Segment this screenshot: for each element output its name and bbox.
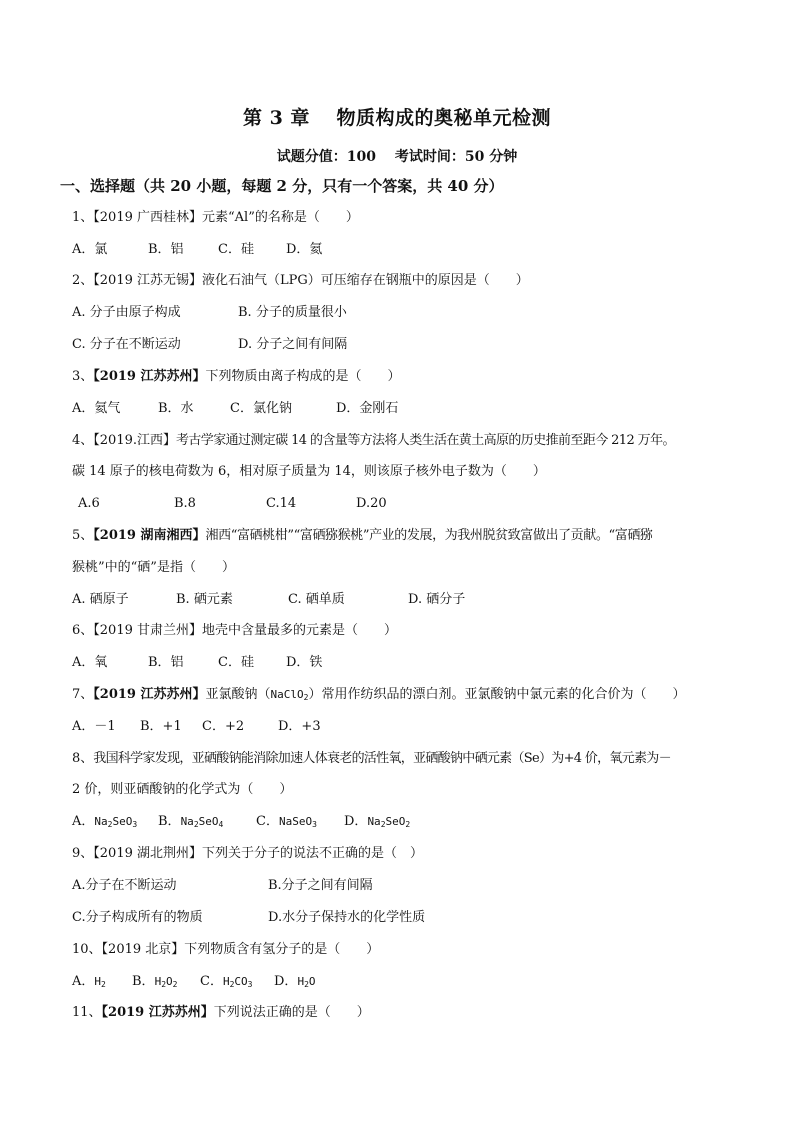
option: D. 硒分子 — [408, 592, 466, 607]
question-source: 【2019 湖南湘西】 — [93, 528, 206, 543]
page-title: 第 3 章 物质构成的奥秘单元检测 — [242, 107, 552, 129]
chemical-formula: $H_2CO_3$ — [222, 975, 253, 989]
question-number: 2、 — [72, 273, 94, 288]
question-stem — [72, 686, 685, 707]
option: D．氦 — [286, 242, 323, 257]
option: C.分子构成所有的物质 — [72, 910, 203, 925]
option: B．铝 — [148, 242, 184, 257]
option: B．$H_2O_2$ — [132, 974, 178, 989]
question-source: 【2019 江苏苏州】 — [93, 369, 206, 384]
option: A．氧 — [72, 655, 108, 670]
question-number: 6、 — [72, 623, 94, 638]
option: C.14 — [266, 496, 297, 511]
question-text: 液化石油气（LPG）可压缩存在钢瓶中的原因是（ ） — [202, 273, 529, 288]
option: C. 硒单质 — [288, 592, 345, 607]
option: C．$H_2CO_3$ — [200, 974, 253, 989]
question-number: 11、 — [72, 1005, 102, 1020]
question-text: 下列说法正确的是（ ） — [213, 1005, 370, 1020]
question-text: 下列关于分子的说法不正确的是（ ） — [202, 846, 424, 861]
option: B.分子之间有间隔 — [268, 878, 373, 893]
section-heading: 一、选择题（共 20 小题，每题 2 分，只有一个答案，共 40 分） — [60, 177, 504, 195]
option: D．铁 — [286, 655, 323, 670]
option: A.6 — [78, 496, 100, 511]
question-number: 9、 — [72, 846, 94, 861]
question-stem — [72, 750, 671, 768]
option: D．金刚石 — [336, 401, 399, 416]
chemical-formula: $Na_2SeO_4$ — [180, 815, 224, 829]
chemical-formula: NaSeO$_3$ — [278, 815, 317, 829]
option: B. 分子的质量很小 — [238, 305, 347, 320]
option: C．+2 — [202, 719, 245, 734]
option: B. 硒元素 — [176, 592, 233, 607]
chemical-formula: $Na_2SeO_2$ — [367, 815, 411, 829]
question-number: 1、 — [72, 210, 94, 225]
option: B.8 — [174, 496, 196, 511]
chemical-formula: NaClO$_2$ — [270, 688, 309, 702]
question-stem — [72, 622, 397, 640]
question-stem — [72, 527, 653, 545]
option: A．氦气 — [72, 401, 121, 416]
question-number: 3、 — [72, 369, 94, 384]
question-text: 下列物质含有氢分子的是（ ） — [184, 942, 380, 957]
option: D．+3 — [278, 719, 321, 734]
question-stem — [72, 368, 401, 386]
question-text: 我国科学家发现，亚硒酸钠能消除加速人体衰老的活性氧，亚硒酸钠中硒元素（Se）为+4 价，氧元素为－ — [93, 751, 671, 766]
question-text-continued: 猴桃”中的“硒”是指（ ） — [72, 560, 235, 575]
option: A．$Na_2SeO_3$ — [72, 814, 138, 829]
question-source: 【2019.江西】 — [93, 433, 176, 448]
question-stem — [72, 845, 423, 863]
question-source: 【2019 江苏无锡】 — [93, 273, 202, 288]
option: A. 硒原子 — [72, 592, 129, 607]
question-text: 地壳中含量最多的元素是（ ） — [202, 623, 398, 638]
chemical-formula: $Na_2SeO_3$ — [94, 815, 138, 829]
question-text: ）常用作纺织品的漂白剂。亚氯酸钠中氯元素的化合价为（ ） — [308, 687, 686, 702]
question-source: 【2019 广西桂林】 — [93, 210, 202, 225]
chemical-formula: $H_2O$ — [297, 975, 316, 989]
option: C．硅 — [218, 242, 254, 257]
question-source: 【2019 甘肃兰州】 — [93, 623, 202, 638]
question-text: 元素“Al”的名称是（ ） — [202, 210, 359, 225]
option: C. 分子在不断运动 — [72, 337, 181, 352]
question-source: 【2019 北京】 — [101, 942, 185, 957]
question-text: 考古学家通过测定碳 14 的含量等方法将人类生活在黄土高原的历史推前至距今 212 万年。 — [176, 433, 675, 448]
question-text-continued: 碳 14 原子的核电荷数为 6，相对原子质量为 14，则该原子核外电子数为（ ） — [72, 464, 546, 479]
question-number: 7、 — [72, 687, 94, 702]
option: C．硅 — [218, 655, 254, 670]
question-text-continued: 2 价，则亚硒酸钠的化学式为（ ） — [72, 782, 293, 797]
question-text: 亚氯酸钠（ — [205, 687, 271, 702]
question-stem — [72, 432, 675, 450]
option: B．水 — [158, 401, 194, 416]
question-text: 湘西“富硒桃柑”“富硒猕猴桃”产业的发展，为我州脱贫致富做出了贡献。“富硒猕 — [205, 528, 653, 543]
option: C．氯化钠 — [230, 401, 292, 416]
question-source: 【2019 江苏苏州】 — [101, 1005, 214, 1020]
question-number: 10、 — [72, 942, 102, 957]
option: D．$Na_2SeO_2$ — [344, 814, 411, 829]
chemical-formula: $H_2O_2$ — [154, 975, 178, 989]
question-number: 4、 — [72, 433, 94, 448]
option: D．$H_2O$ — [274, 974, 316, 989]
question-stem — [72, 209, 359, 227]
option: B．铝 — [148, 655, 184, 670]
question-source: 【2019 湖北荆州】 — [93, 846, 202, 861]
question-number: 8、 — [72, 751, 94, 766]
option: A．－1 — [72, 719, 116, 734]
option: C．NaSeO$_3$ — [256, 814, 317, 829]
option: D.水分子保持水的化学性质 — [268, 910, 426, 925]
question-number: 5、 — [72, 528, 94, 543]
option: A．氯 — [72, 242, 108, 257]
question-text: 下列物质由离子构成的是（ ） — [205, 369, 401, 384]
question-stem — [72, 272, 529, 290]
option: D. 分子之间有间隔 — [238, 337, 348, 352]
option: A. 分子由原子构成 — [72, 305, 181, 320]
question-source: 【2019 江苏苏州】 — [93, 687, 206, 702]
option: D.20 — [356, 496, 387, 511]
chemical-formula: $H_2$ — [94, 975, 106, 989]
option: B．+1 — [140, 719, 182, 734]
exam-info: 试题分值：100 考试时间：50 分钟 — [276, 149, 518, 165]
question-stem — [72, 941, 379, 959]
option: B．$Na_2SeO_4$ — [158, 814, 224, 829]
option: A．$H_2$ — [72, 974, 106, 989]
option: A.分子在不断运动 — [72, 878, 177, 893]
question-stem — [72, 1004, 370, 1022]
